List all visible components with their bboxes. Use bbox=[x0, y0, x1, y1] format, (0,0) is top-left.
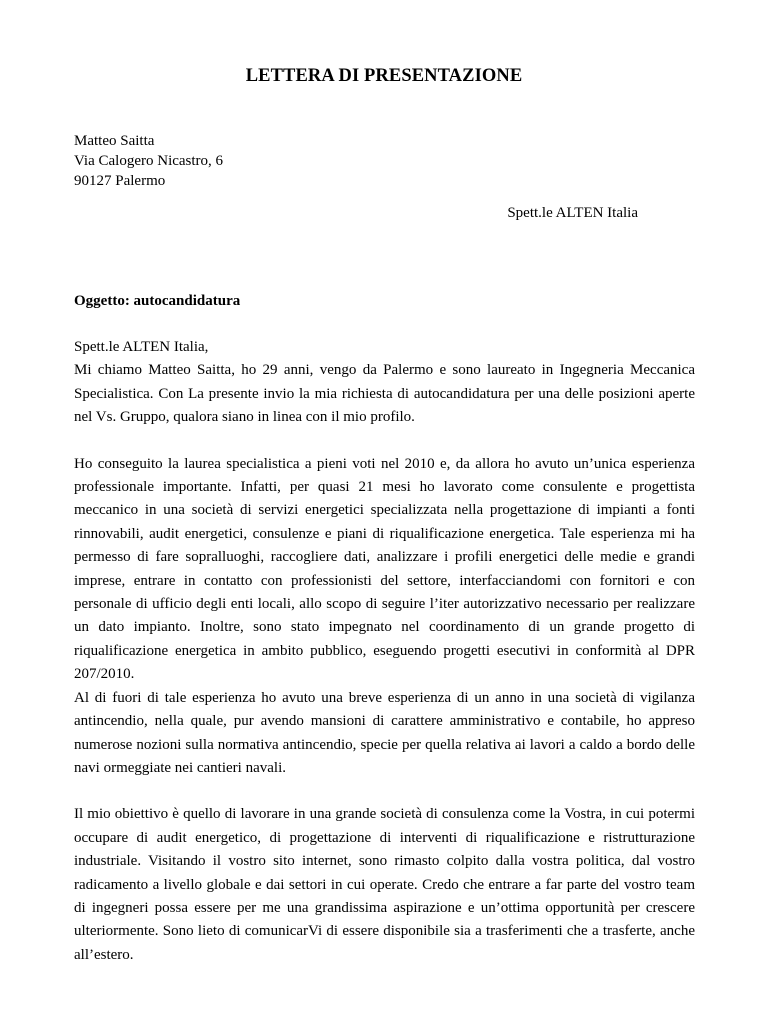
paragraph-experience: Ho conseguito la laurea specialistica a pieni voti nel 2010 e, da allora ho avuto un’unica esperienza professionale importante. Infatti, per quasi 21 mesi ho lavorato come consulente e progettista meccanico in una società di servizi energetici specializzata nella progettazione di impianti a fonti rinnovabili, audit energetici, consulenze e piani di riqualificazione energetica. Tale esperienza mi ha permesso di fare sopralluoghi, raccogliere dati, analizzare i profili energetici delle medie e grandi imprese, entrare in contatto con professionisti del settore, interfacciandomi con fornitori e con personale di ufficio degli enti locali, allo scopo di seguire l’iter autorizzativo necessario per realizzare un dato impianto. Inoltre, sono stato impegnato nel coordinamento di un grande progetto di riqualificazione energetica in ambito pubblico, eseguendo progetti esecutivi in conformità al DPR 207/2010. bbox=[74, 455, 695, 683]
letter-subject: Oggetto: autocandidatura bbox=[74, 293, 241, 309]
paragraph-intro: Mi chiamo Matteo Saitta, ho 29 anni, vengo da Palermo e sono laureato in Ingegneria Meccanica Specialistica. Con La presente invio la mia richiesta di autocandidatura per una delle posizioni aperte nel Vs. Gruppo, qualora siano in linea con il mio profilo. bbox=[74, 362, 695, 426]
sender-street: Via Calogero Nicastro, 6 bbox=[74, 153, 224, 169]
page-title: LETTERA DI PRESENTAZIONE bbox=[245, 66, 523, 86]
sender-address bbox=[74, 131, 223, 191]
letter-body bbox=[74, 336, 695, 967]
paragraph-other-experience: Al di fuori di tale esperienza ho avuto una breve esperienza di un anno in una società di vigilanza antincendio, nella quale, pur avendo mansioni di carattere amministrativo e contabile, ho appreso numerose nozioni sulla normativa antincendio, specie per quella relativa ai lavori a caldo a bordo delle navi ormeggiate nei cantieri navali. bbox=[74, 689, 695, 776]
sender-city: 90127 Palermo bbox=[74, 173, 166, 189]
sender-name: Matteo Saitta bbox=[74, 133, 155, 149]
paragraph-objective: Il mio obiettivo è quello di lavorare in una grande società di consulenza come la Vostra, in cui potermi occupare di audit energetico, di progettazione di interventi di riqualificazione e ristrutturazione industriale. Visitando il vostro sito internet, sono rimasto colpito dalla vostra politica, dal vostro radicamento a livello globale e dai settori in cui operate. Credo che entrare a far parte del vostro team di ingegneri possa essere per me una grandissima aspirazione e un’ottima opportunità per crescere ulteriormente. Sono lieto di comunicarVi di essere disponibile sia a trasferimenti che a trasferte, anche all’estero. bbox=[74, 806, 695, 963]
salutation: Spett.le ALTEN Italia, bbox=[74, 339, 209, 355]
recipient-address: Spett.le ALTEN Italia bbox=[507, 205, 638, 221]
